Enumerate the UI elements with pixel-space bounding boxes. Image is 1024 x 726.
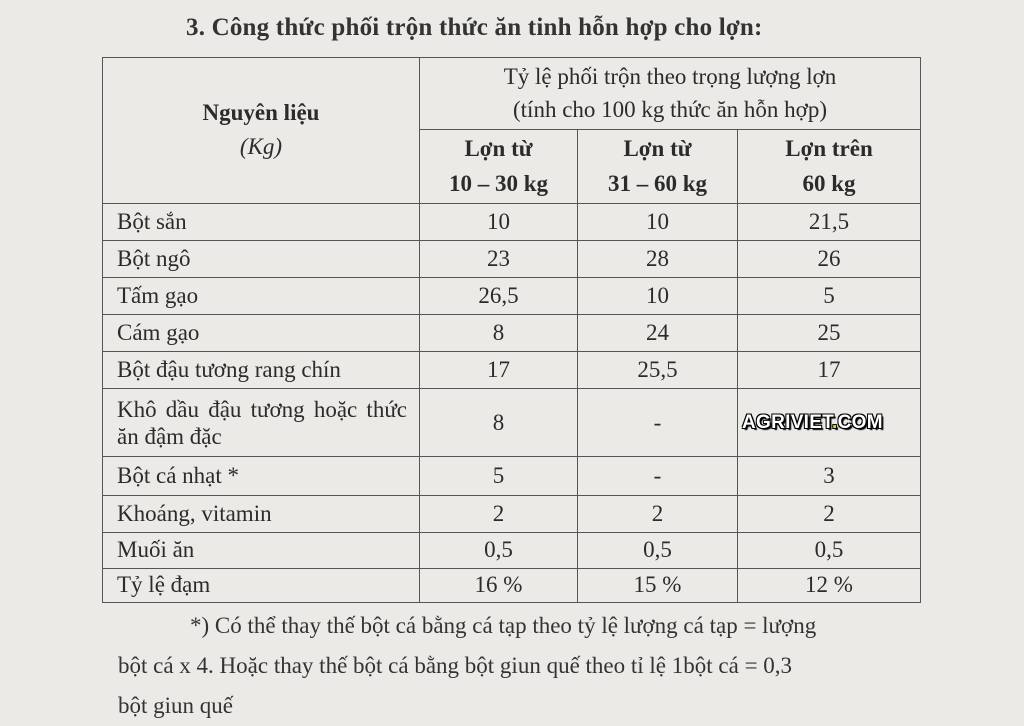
value-cell: 12 % bbox=[738, 568, 921, 602]
column-header-line2: 60 kg bbox=[802, 171, 856, 197]
footnote bbox=[118, 606, 918, 726]
value-cell: 8 bbox=[420, 314, 578, 351]
ingredient-name: Bột cá nhạt * bbox=[103, 457, 420, 495]
value-cell: 10 bbox=[578, 277, 738, 314]
value-cell: 17 bbox=[420, 352, 578, 389]
value-cell: 28 bbox=[578, 240, 738, 277]
column-header-line1: Lợn trên bbox=[785, 135, 873, 161]
watermark-logo bbox=[742, 412, 883, 434]
value-cell: 2 bbox=[578, 495, 738, 532]
footnote-line3: bột giun quế bbox=[118, 693, 233, 718]
value-cell: 0,5 bbox=[578, 532, 738, 568]
ingredient-name: Cám gạo bbox=[103, 314, 420, 351]
footnote-line1: *) Có thể thay thế bột cá bằng cá tạp theo tỷ lệ lượng cá tạp = lượng bbox=[190, 613, 817, 638]
value-cell: 21,5 bbox=[738, 203, 921, 240]
value-cell: 17 bbox=[738, 352, 921, 389]
footnote-line2: bột cá x 4. Hoặc thay thế bột cá bằng bột giun quế theo tỉ lệ 1bột cá = 0,3 bbox=[118, 653, 793, 678]
section-heading: 3. Công thức phối trộn thức ăn tinh hỗn hợp cho lợn: bbox=[186, 14, 763, 41]
table-row bbox=[103, 203, 921, 240]
header-ingredient: Nguyên liệu bbox=[202, 100, 320, 126]
table-row bbox=[103, 495, 921, 532]
value-cell: - bbox=[578, 457, 738, 495]
watermark-suffix: COM bbox=[837, 412, 883, 433]
ingredient-name: Bột đậu tương rang chín bbox=[103, 352, 420, 389]
table-row bbox=[103, 352, 921, 389]
header-unit: (Kg) bbox=[239, 134, 283, 160]
header-ratio-line2: (tính cho 100 kg thức ăn hỗn hợp) bbox=[513, 96, 827, 122]
value-cell: 5 bbox=[738, 277, 921, 314]
value-cell: - bbox=[578, 389, 738, 457]
column-header-line1: Lợn từ bbox=[464, 135, 533, 161]
header-ratio-cell bbox=[420, 58, 921, 130]
value-cell: 25,5 bbox=[578, 352, 738, 389]
value-cell: 25 bbox=[738, 314, 921, 351]
value-cell: 16 % bbox=[420, 568, 578, 602]
value-cell: 15 % bbox=[578, 568, 738, 602]
column-header-31-60kg bbox=[578, 130, 738, 203]
table-row-protein bbox=[103, 568, 921, 602]
ingredient-name: Khô dầu đậu tương hoặc thức ăn đậm đặc bbox=[103, 389, 420, 457]
column-header-line2: 10 – 30 kg bbox=[448, 171, 549, 197]
ingredient-name: Tấm gạo bbox=[103, 277, 420, 314]
header-ingredient-cell bbox=[103, 58, 420, 204]
column-header-10-30kg bbox=[420, 130, 578, 203]
value-cell: 23 bbox=[420, 240, 578, 277]
ingredient-name: Tỷ lệ đạm bbox=[103, 568, 420, 602]
header-ratio-line1: Tỷ lệ phối trộn theo trọng lượng lợn bbox=[503, 64, 837, 90]
ingredient-name: Bột sắn bbox=[103, 203, 420, 240]
value-cell: 10 bbox=[420, 203, 578, 240]
ingredient-name: Bột ngô bbox=[103, 240, 420, 277]
watermark-dot: . bbox=[832, 412, 838, 433]
value-cell: 8 bbox=[420, 389, 578, 457]
value-cell: 24 bbox=[578, 314, 738, 351]
value-cell: 3 bbox=[738, 457, 921, 495]
value-cell: 0,5 bbox=[738, 532, 921, 568]
value-cell: 0,5 bbox=[420, 532, 578, 568]
table-row bbox=[103, 532, 921, 568]
watermark-text: AGRIVIET bbox=[742, 412, 833, 433]
column-header-line2: 31 – 60 kg bbox=[607, 171, 708, 197]
ingredient-name: Khoáng, vitamin bbox=[103, 495, 420, 532]
column-header-over-60kg bbox=[738, 130, 921, 203]
ingredient-name: Muối ăn bbox=[103, 532, 420, 568]
table-row bbox=[103, 277, 921, 314]
value-cell: 2 bbox=[738, 495, 921, 532]
column-header-line1: Lợn từ bbox=[623, 135, 692, 161]
mixing-formula-table bbox=[102, 57, 921, 603]
value-cell: 5 bbox=[420, 457, 578, 495]
value-cell: 26,5 bbox=[420, 277, 578, 314]
value-cell: 26 bbox=[738, 240, 921, 277]
table-row bbox=[103, 457, 921, 495]
table-row bbox=[103, 240, 921, 277]
value-cell: 2 bbox=[420, 495, 578, 532]
table-row bbox=[103, 314, 921, 351]
value-cell: 10 bbox=[578, 203, 738, 240]
